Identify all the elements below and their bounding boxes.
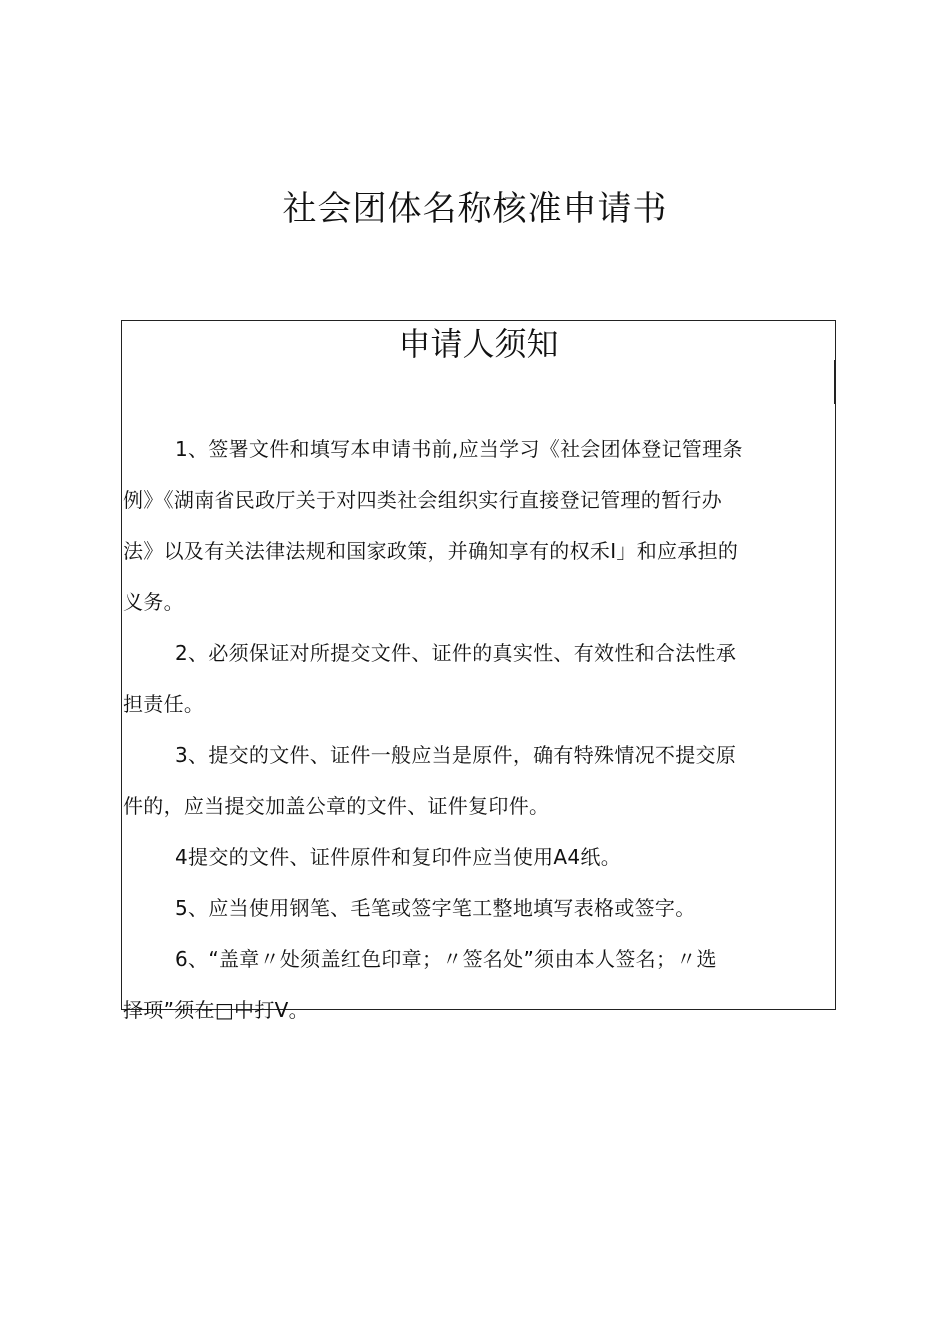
notice-body (123, 424, 835, 1036)
notice-item-3 (123, 730, 835, 832)
notice-line: 6、“盖章〃处须盖红色印章；〃签名处”须由本人签名；〃选 (175, 947, 717, 971)
notice-line: 担责任。 (123, 692, 205, 716)
notice-line: 5、应当使用钢笔、毛笔或签字笔工整地填写表格或签字。 (175, 896, 696, 920)
notice-item-5 (123, 883, 835, 934)
notice-line: 3、提交的文件、证件一般应当是原件，确有特殊情况不提交原 (175, 743, 737, 767)
notice-line: 4提交的文件、证件原件和复印件应当使用A4纸。 (175, 845, 622, 869)
notice-line: 件的，应当提交加盖公章的文件、证件复印件。 (123, 794, 550, 818)
notice-item-1 (123, 424, 835, 628)
border-mark (834, 360, 836, 404)
notice-line: 1、签署文件和填写本申请书前,应当学习《社会团体登记管理条 (175, 437, 743, 461)
notice-item-6 (123, 934, 835, 1036)
notice-item-4 (123, 832, 835, 883)
document-title: 社会团体名称核准申请书 (282, 189, 668, 229)
notice-line: 择项”须在□中打V。 (123, 998, 309, 1022)
notice-line: 义务。 (123, 590, 184, 614)
notice-heading: 申请人须知 (398, 325, 559, 363)
notice-line: 2、必须保证对所提交文件、证件的真实性、有效性和合法性承 (175, 641, 737, 665)
notice-line: 例》《湖南省民政厅关于对四类社会组织实行直接登记管理的暂行办 (123, 488, 722, 512)
notice-line: 法》以及有关法律法规和国家政策，并确知享有的权禾I」和应承担的 (123, 539, 739, 563)
notice-item-2 (123, 628, 835, 730)
